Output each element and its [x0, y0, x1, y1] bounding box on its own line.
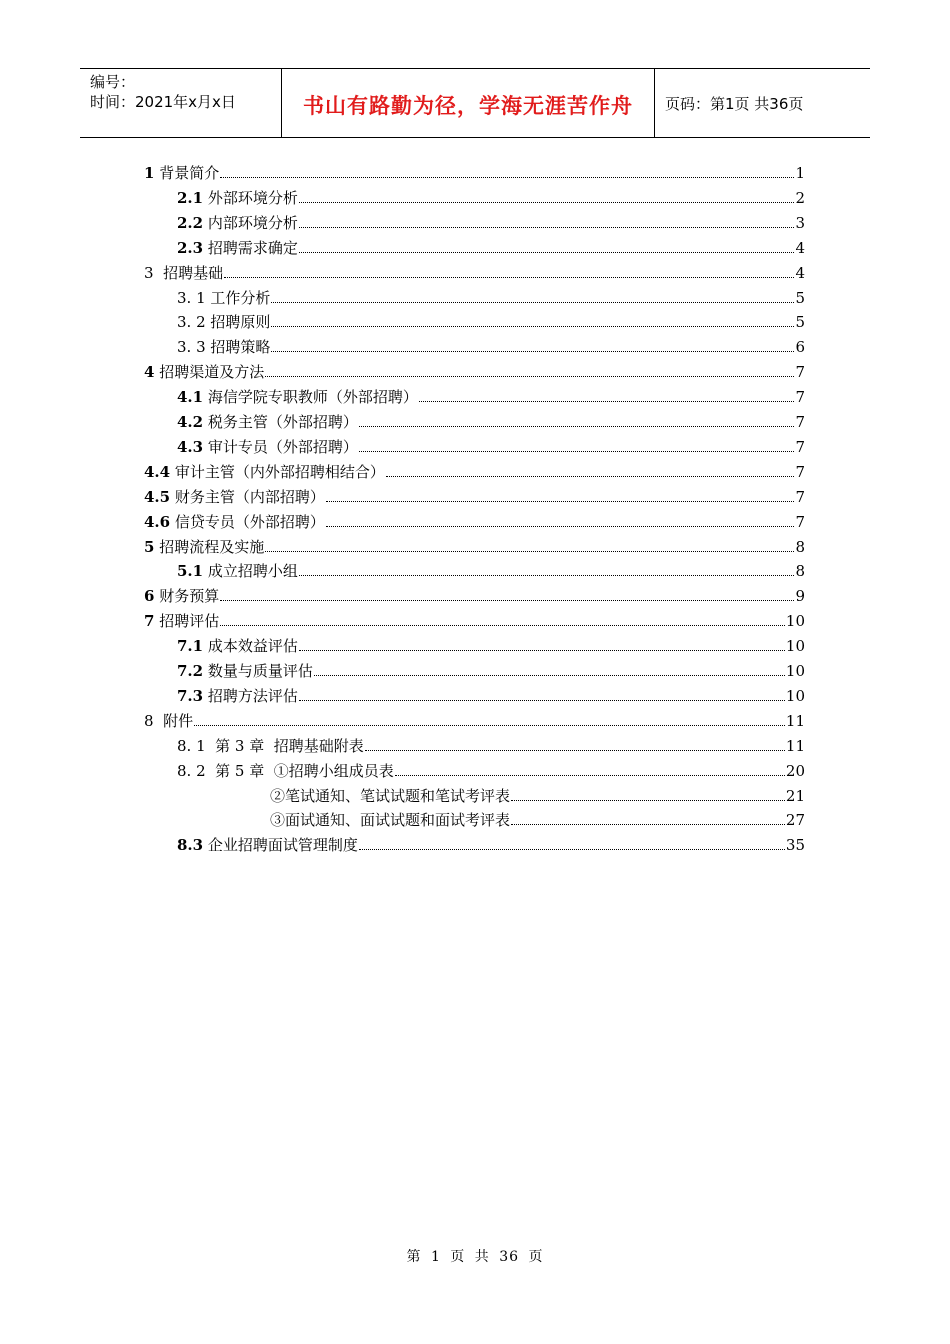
- toc-entry-number: 2.2: [177, 213, 204, 232]
- toc-dot-leader: [194, 725, 785, 726]
- toc-entry-title: 招聘方法评估: [203, 686, 298, 705]
- toc-entry-number: 2.1: [177, 188, 204, 207]
- toc-entry-page: 4: [795, 238, 805, 257]
- toc-entry-page: 7: [795, 437, 805, 456]
- toc-dot-leader: [359, 451, 795, 452]
- toc-entry-title: 第 5 章 ①招聘小组成员表: [205, 761, 394, 780]
- toc-dot-leader: [511, 800, 785, 801]
- toc-entry[interactable]: [177, 756, 805, 780]
- toc-entry[interactable]: [144, 507, 805, 531]
- toc-dot-leader: [359, 426, 795, 427]
- page-footer: 第 1 页 共 36 页: [406, 1249, 544, 1265]
- toc-entry-page: 1: [795, 164, 805, 182]
- toc-entry-title: 成本效益评估: [203, 637, 298, 656]
- toc-entry-number: 4.3: [177, 437, 204, 456]
- toc-entry-number: 8. 2: [177, 761, 206, 780]
- toc-entry-page: 9: [795, 587, 805, 606]
- toc-entry-number: 8: [144, 711, 154, 730]
- toc-entry-title: 招聘需求确定: [203, 238, 298, 257]
- toc-dot-leader: [299, 700, 785, 701]
- toc-entry-number: 4.2: [177, 413, 204, 431]
- toc-entry-page: 10: [785, 662, 805, 680]
- toc-dot-leader: [365, 750, 785, 751]
- toc-dot-leader: [220, 600, 794, 601]
- toc-entry-page: 21: [785, 786, 805, 805]
- toc-dot-leader: [395, 775, 785, 776]
- toc-entry-page: 10: [785, 686, 805, 705]
- toc-entry[interactable]: [144, 258, 805, 282]
- toc-entry[interactable]: [144, 581, 805, 605]
- toc-entry-title: 财务主管（内部招聘）: [170, 487, 325, 506]
- toc-entry[interactable]: [177, 631, 805, 655]
- toc-entry[interactable]: [144, 482, 805, 506]
- toc-entry-number: 7.1: [177, 637, 204, 656]
- toc-entry-title: 财务预算: [154, 587, 220, 606]
- toc-entry-page: 8: [795, 537, 805, 556]
- toc-entry[interactable]: [177, 332, 805, 356]
- header-motto-cell: [282, 69, 655, 137]
- toc-entry-page: 7: [795, 388, 805, 407]
- toc-entry-number: 4: [144, 363, 155, 382]
- toc-entry-number: 3: [144, 263, 154, 282]
- toc-entry[interactable]: [177, 183, 805, 207]
- toc-entry-title: 税务主管（外部招聘）: [203, 413, 358, 431]
- header-page-info: 页码：第1页 共36页: [665, 94, 804, 113]
- toc-entry-title: 审计主管（内外部招聘相结合）: [170, 462, 385, 481]
- toc-entry-page: 20: [785, 761, 805, 780]
- toc-dot-leader: [265, 376, 794, 377]
- toc-dot-leader: [271, 351, 794, 352]
- toc-entry-page: 7: [795, 413, 805, 431]
- toc-dot-leader: [271, 302, 794, 303]
- toc-entry-title: 工作分析: [205, 288, 271, 307]
- toc-dot-leader: [511, 824, 785, 825]
- toc-entry-number: 3. 1: [177, 288, 206, 307]
- toc-entry[interactable]: [270, 781, 805, 805]
- toc-dot-leader: [224, 277, 794, 278]
- toc-entry-number: 6: [144, 587, 155, 606]
- toc-entry[interactable]: [177, 283, 805, 307]
- toc-entry[interactable]: [144, 532, 805, 556]
- toc-entry[interactable]: [177, 407, 805, 431]
- toc-entry[interactable]: [144, 606, 805, 630]
- header-page-cell: [655, 69, 870, 137]
- toc-entry-number: 4.1: [177, 388, 204, 407]
- toc-entry-title: 招聘流程及实施: [154, 537, 265, 556]
- toc-dot-leader: [326, 501, 795, 502]
- toc-entry[interactable]: [177, 432, 805, 456]
- toc-entry-page: 7: [795, 363, 805, 382]
- toc-entry[interactable]: [144, 357, 805, 381]
- toc-entry-page: 35: [785, 836, 805, 855]
- toc-dot-leader: [419, 401, 795, 402]
- toc-entry-title: 信贷专员（外部招聘）: [170, 512, 325, 531]
- toc-entry-title: 招聘渠道及方法: [154, 363, 265, 382]
- toc-entry[interactable]: [177, 656, 805, 680]
- toc-entry-title: 数量与质量评估: [203, 662, 313, 680]
- toc-entry[interactable]: [144, 457, 805, 481]
- toc-entry[interactable]: [177, 830, 805, 854]
- toc-entry-page: 5: [795, 313, 805, 332]
- toc-entry-number: 8. 1: [177, 736, 206, 755]
- toc-entry[interactable]: [177, 731, 805, 755]
- toc-entry-number: 7.3: [177, 686, 204, 705]
- toc-entry-number: 8.3: [177, 836, 204, 855]
- toc-dot-leader: [271, 326, 794, 327]
- toc-entry-title: ③面试通知、面试试题和面试考评表: [270, 811, 511, 830]
- toc-entry[interactable]: [177, 681, 805, 705]
- toc-entry-page: 27: [785, 811, 805, 830]
- toc-entry-title: ②笔试通知、笔试试题和笔试考评表: [270, 786, 511, 805]
- motto: 书山有路勤为径，学海无涯苦作舟: [303, 93, 633, 118]
- toc-entry-page: 2: [795, 188, 805, 207]
- toc-entry-title: 招聘基础: [153, 263, 224, 282]
- toc-entry-title: 企业招聘面试管理制度: [203, 836, 358, 855]
- toc-entry-page: 5: [795, 288, 805, 307]
- toc-entry-title: 招聘评估: [154, 612, 220, 631]
- toc-entry-number: 5: [144, 537, 155, 556]
- toc-entry-title: 附件: [153, 711, 194, 730]
- header-left-cell: [80, 69, 282, 137]
- toc-dot-leader: [299, 252, 795, 253]
- toc-dot-leader: [359, 849, 785, 850]
- toc-entry-number: 7: [144, 612, 155, 631]
- toc-entry-page: 10: [785, 612, 805, 631]
- toc-dot-leader: [299, 650, 785, 651]
- toc-entry[interactable]: [144, 158, 805, 182]
- toc-entry-title: 招聘原则: [205, 313, 271, 332]
- toc-entry-title: 第 3 章 招聘基础附表: [205, 736, 364, 755]
- toc-dot-leader: [265, 551, 794, 552]
- toc-dot-leader: [299, 202, 795, 203]
- page-header: [80, 68, 870, 138]
- toc-entry[interactable]: [270, 805, 805, 829]
- toc-dot-leader: [314, 675, 785, 676]
- toc-entry-number: 2.3: [177, 238, 204, 257]
- toc-entry-title: 审计专员（外部招聘）: [203, 437, 358, 456]
- toc-entry-number: 4.5: [144, 487, 171, 506]
- toc-entry-page: 3: [795, 213, 805, 232]
- toc-entry[interactable]: [177, 556, 805, 580]
- toc-entry-title: 成立招聘小组: [203, 562, 298, 581]
- toc-entry-number: 3. 2: [177, 313, 206, 332]
- toc-entry[interactable]: [177, 382, 805, 406]
- toc-dot-leader: [386, 476, 795, 477]
- toc-entry-title: 招聘策略: [205, 338, 271, 357]
- toc-entry-number: 7.2: [177, 662, 204, 680]
- toc-entry[interactable]: [144, 706, 805, 730]
- toc-entry-page: 11: [785, 736, 805, 755]
- toc-dot-leader: [220, 625, 785, 626]
- toc-entry-number: 5.1: [177, 562, 204, 581]
- toc-entry-title: 内部环境分析: [203, 213, 298, 232]
- toc-entry[interactable]: [177, 208, 805, 232]
- toc-entry-title: 背景简介: [154, 164, 220, 182]
- toc-dot-leader: [220, 177, 794, 178]
- toc-entry-number: 4.4: [144, 462, 171, 481]
- serial-label: 编号：: [90, 73, 136, 91]
- toc-entry-number: 1: [144, 164, 155, 182]
- toc-entry-title: 外部环境分析: [203, 188, 298, 207]
- toc-entry-number: 3. 3: [177, 338, 206, 357]
- toc-entry-page: 7: [795, 462, 805, 481]
- toc-entry-page: 8: [795, 562, 805, 581]
- toc-dot-leader: [326, 526, 795, 527]
- toc-dot-leader: [299, 575, 795, 576]
- time-label: 时间：2021年x月x日: [90, 93, 236, 111]
- toc-entry-page: 6: [795, 338, 805, 357]
- toc-dot-leader: [299, 227, 795, 228]
- toc-entry[interactable]: [177, 307, 805, 331]
- toc-entry-page: 4: [795, 263, 805, 282]
- toc-entry-title: 海信学院专职教师（外部招聘）: [203, 388, 418, 407]
- toc-entry-page: 7: [795, 487, 805, 506]
- toc-entry-page: 11: [785, 711, 805, 730]
- toc-entry-page: 10: [785, 637, 805, 656]
- toc-entry-number: 4.6: [144, 512, 171, 531]
- toc-entry-page: 7: [795, 512, 805, 531]
- toc-entry[interactable]: [177, 233, 805, 257]
